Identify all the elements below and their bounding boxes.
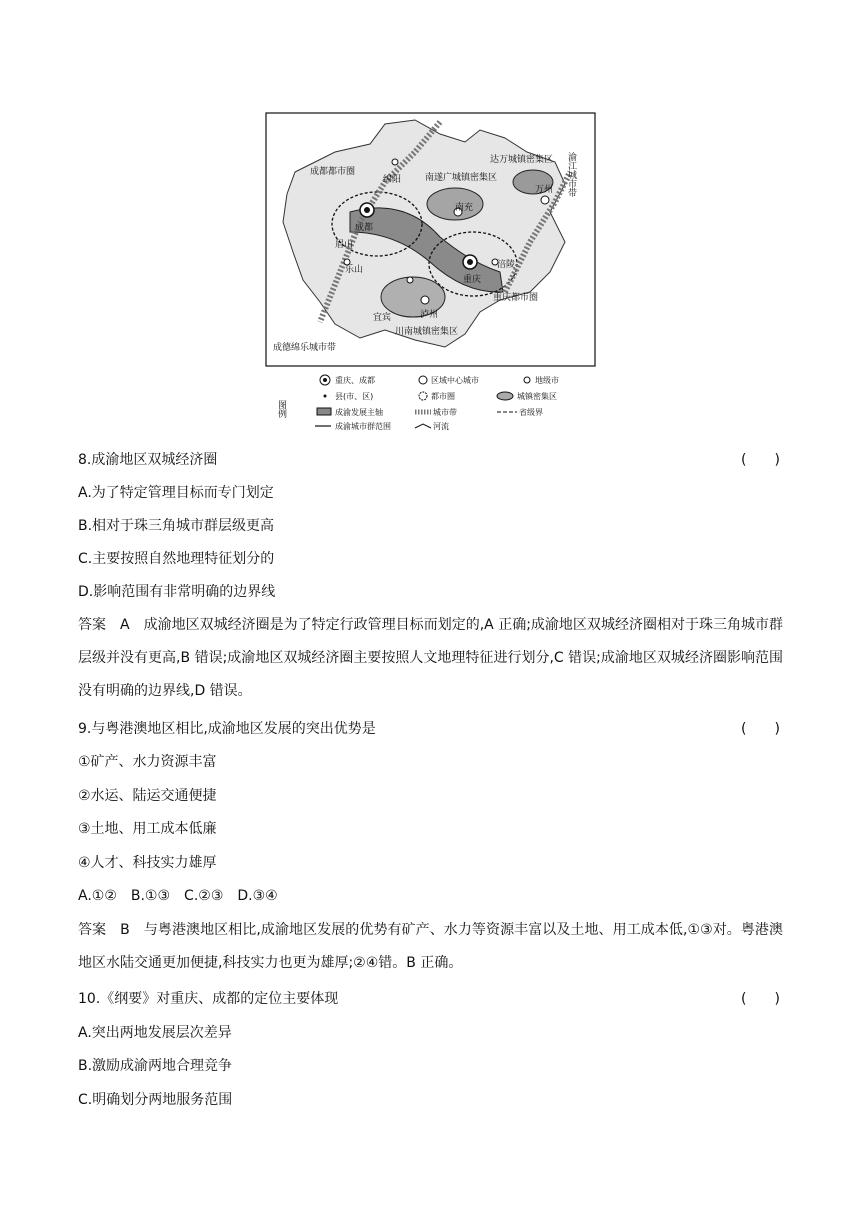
svg-text:成渝发展主轴: 成渝发展主轴 [335,408,383,417]
map-label-chuannan: 川南城镇密集区 [395,327,459,337]
question-9-choices: A.①② B.①③ C.②③ D.③④ [78,888,278,904]
question-10-paren: ( ) [741,991,780,1007]
map-label-chengdemianle: 成德绵乐城市带 [273,343,337,353]
map-label-nansui: 南遂广城镇密集区 [425,173,498,183]
answer-text: 成渝地区双城经济圈是为了特定行政管理目标而划定的,A 正确;成渝地区双城经济圈相对于珠三角城市群层级并没有更高,B 错误;成渝地区双城经济圈主要按照人文地理特征进行划分,C 错误;成渝地区双城经济圈影响范围没有明确的边界线,D 错误。 [78,617,783,699]
svg-text:城市带: 城市带 [433,408,457,417]
map-label-chongqing-circle: 重庆都市圈 [493,293,539,303]
map-label-meishan: 眉山 [335,240,354,250]
map-label-mianyang: 绵阳 [383,175,402,185]
svg-text:县(市、区): 县(市、区) [335,392,374,401]
question-9-item-3: ③土地、用工成本低廉 [78,821,217,837]
question-9-stem: 9.与粤港澳地区相比,成渝地区发展的突出优势是 [78,721,376,737]
question-9-item-4: ④人才、科技实力雄厚 [78,855,217,871]
map-legend [276,375,559,431]
map-label-luzhou: 泸州 [420,310,439,320]
answer-letter: B [120,922,130,938]
svg-text:河流: 河流 [433,422,449,431]
question-8-option-b: B.相对于珠三角城市群层级更高 [78,518,275,534]
map-label-chengdu-circle: 成都都市圈 [310,167,356,177]
question-8-option-d: D.影响范围有非常明确的边界线 [78,584,276,600]
svg-text:城镇密集区: 城镇密集区 [517,392,557,401]
question-9-item-2: ②水运、陆运交通便捷 [78,788,217,804]
map-label-chengdu: 成都 [355,223,374,233]
svg-text:图例: 图例 [276,400,286,418]
answer-text: 与粤港澳地区相比,成渝地区发展的优势有矿产、水力等资源丰富以及土地、用工成本低,①③对。粤港澳地区水陆交通更加便捷,科技实力也更为雄厚;②④错。B 正确。 [78,922,784,971]
question-10-option-a: A.突出两地发展层次差异 [78,1025,232,1041]
question-8-paren: ( ) [741,452,780,468]
answer-tag: 答案 [78,617,107,633]
map-label-chongqing: 重庆 [463,275,482,285]
question-8-option-c: C.主要按照自然地理特征划分的 [78,551,275,567]
question-9-answer [78,914,783,980]
map-label-yujiang: 渝江城市带 [566,152,576,197]
svg-text:省级界: 省级界 [519,408,543,417]
svg-text:区域中心城市: 区域中心城市 [431,376,479,385]
map-label-fuling: 涪陵 [497,260,516,270]
map-label-dawan: 达万城镇密集区 [490,155,554,165]
map-label-wanzhou: 万州 [535,185,554,195]
question-10-option-b: B.激励成渝两地合理竞争 [78,1058,233,1074]
question-8-option-a: A.为了特定管理目标而专门划定 [78,485,274,501]
question-10-option-c: C.明确划分两地服务范围 [78,1092,233,1108]
question-10-stem: 10.《纲要》对重庆、成都的定位主要体现 [78,991,339,1007]
question-8-stem: 8.成渝地区双城经济圈 [78,452,218,468]
question-9-item-1: ①矿产、水力资源丰富 [78,754,217,770]
question-9-paren: ( ) [741,721,780,737]
svg-text:成渝城市群范围: 成渝城市群范围 [335,422,391,431]
question-8-answer [78,609,783,708]
svg-text:重庆、成都: 重庆、成都 [335,376,375,385]
svg-text:都市圈: 都市圈 [431,392,455,401]
answer-tag: 答案 [78,922,107,938]
map-label-leshan: 乐山 [345,265,364,275]
map-label-nanchong: 南充 [455,203,474,213]
svg-text:地级市: 地级市 [535,376,559,385]
map-label-yibin: 宜宾 [373,313,392,323]
chengdu-chongqing-map [265,112,596,432]
answer-letter: A [120,617,130,633]
